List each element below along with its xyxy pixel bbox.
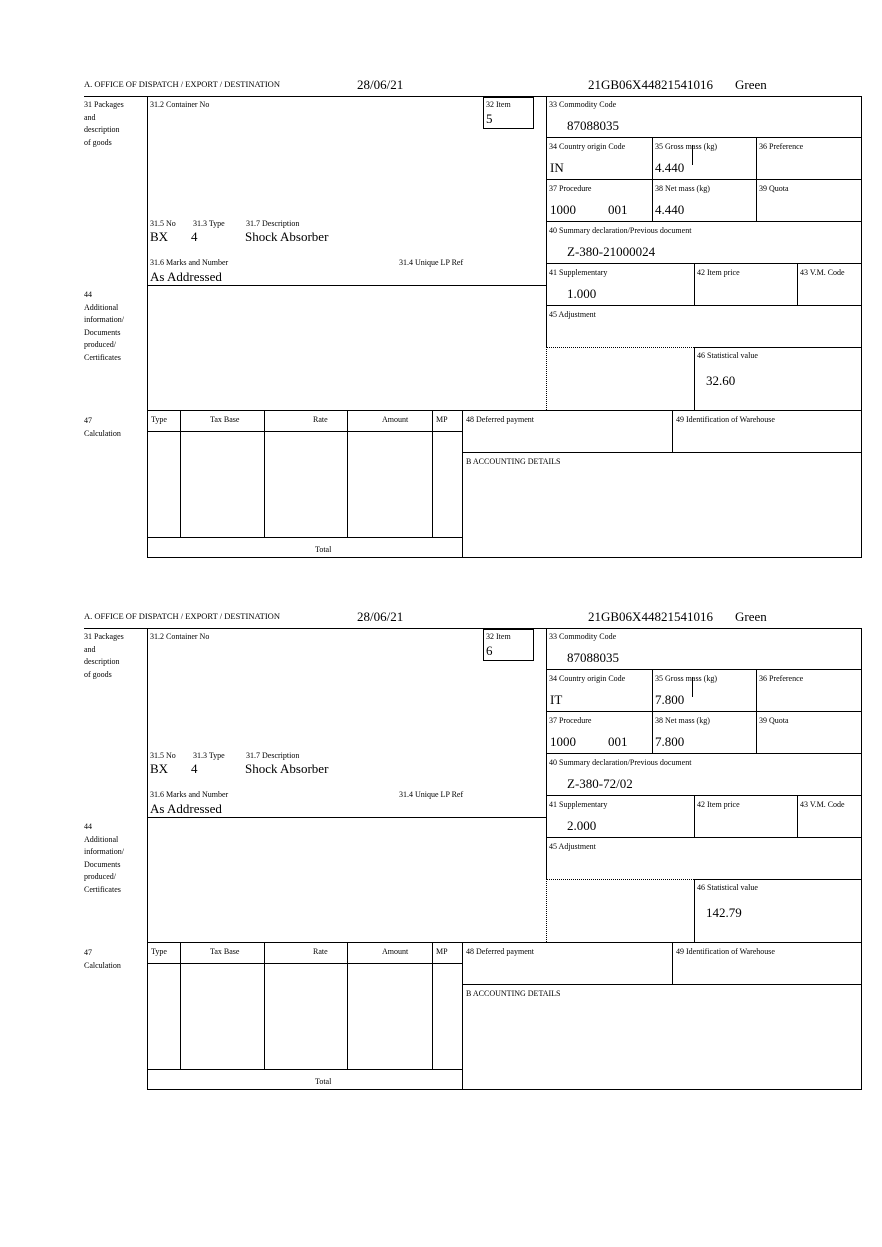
net-mass-label: 38 Net mass (kg) [655,716,710,725]
supplementary-label: 41 Supplementary [549,268,608,277]
gross-mass-label: 35 Gross mass (kg) [655,142,717,151]
accounting-label: B ACCOUNTING DETAILS [466,457,561,466]
box47-label: 47 Calculation [84,416,121,438]
procedure-value-a: 1000 [550,202,576,217]
gross-mass-label: 35 Gross mass (kg) [655,674,717,683]
item-label: 32 Item [486,632,511,641]
declaration-form-item-6 [0,532,882,1086]
type-label: 31.3 Type [193,219,225,228]
no-label: 31.5 No [150,219,176,228]
deferred-payment-label: 48 Deferred payment [466,415,534,424]
procedure-value-a: 1000 [550,734,576,749]
country-origin-label: 34 Country origin Code [549,142,626,151]
adjustment-label: 45 Adjustment [549,310,596,319]
commodity-code-label: 33 Commodity Code [549,632,617,641]
country-origin-value: IT [550,692,563,707]
vm-code-label: 43 V.M. Code [800,800,845,809]
box44-label: 44 Additional information/ Documents produced/ Certificates [84,290,124,362]
calc-amount-header: Amount [382,947,409,956]
warehouse-label: 49 Identification of Warehouse [676,415,775,424]
vm-code-label: 43 V.M. Code [800,268,845,277]
supplementary-value: 2.000 [567,818,597,833]
procedure-label: 37 Procedure [549,184,592,193]
declaration-reference: 21GB06X44821541016 [588,609,713,624]
calc-mp-header: MP [436,415,448,424]
calc-rate-header: Rate [313,947,328,956]
description-label: 31.7 Description [246,219,300,228]
total-label: Total [315,545,332,554]
gross-mass-value: 7.800 [655,692,685,707]
description-label: 31.7 Description [246,751,300,760]
quota-label: 39 Quota [759,716,789,725]
office-header: A. OFFICE OF DISPATCH / EXPORT / DESTINATION [84,79,280,89]
statistical-value: 32.60 [706,373,736,388]
supplementary-label: 41 Supplementary [549,800,608,809]
net-mass-label: 38 Net mass (kg) [655,184,710,193]
statistical-value: 142.79 [706,905,742,920]
total-label: Total [315,1077,332,1086]
gross-mass-value: 4.440 [655,160,685,175]
item-label: 32 Item [486,100,511,109]
route-status: Green [735,77,767,92]
summary-decl-value: Z-380-72/02 [567,776,633,791]
commodity-code-value: 87088035 [567,118,619,133]
country-origin-label: 34 Country origin Code [549,674,626,683]
no-value: BX [150,761,169,776]
calc-tax-base-header: Tax Base [210,415,240,424]
preference-label: 36 Preference [759,674,804,683]
box44-label: 44 Additional information/ Documents produced/ Certificates [84,822,124,894]
declaration-reference: 21GB06X44821541016 [588,77,713,92]
declaration-date: 28/06/21 [357,77,404,92]
unique-lp-label: 31.4 Unique LP Ref [399,258,464,267]
commodity-code-value: 87088035 [567,650,619,665]
description-value: Shock Absorber [245,229,329,244]
office-header: A. OFFICE OF DISPATCH / EXPORT / DESTINATION [84,611,280,621]
net-mass-value: 7.800 [655,734,685,749]
marks-value: As Addressed [150,801,222,816]
box31-label: 31 Packages and description of goods [84,632,124,679]
statistical-value-label: 46 Statistical value [697,883,758,892]
item-price-label: 42 Item price [697,800,740,809]
no-label: 31.5 No [150,751,176,760]
description-value: Shock Absorber [245,761,329,776]
declaration-date: 28/06/21 [357,609,404,624]
marks-value: As Addressed [150,269,222,284]
type-value: 4 [191,761,198,776]
procedure-label: 37 Procedure [549,716,592,725]
supplementary-value: 1.000 [567,286,597,301]
item-price-label: 42 Item price [697,268,740,277]
box47-label: 47 Calculation [84,948,121,970]
calc-type-header: Type [151,947,167,956]
summary-decl-value: Z-380-21000024 [567,244,656,259]
calc-type-header: Type [151,415,167,424]
marks-label: 31.6 Marks and Number [150,258,229,267]
preference-label: 36 Preference [759,142,804,151]
container-no-label: 31.2 Container No [150,100,210,109]
quota-label: 39 Quota [759,184,789,193]
procedure-value-b: 001 [608,202,628,217]
statistical-value-label: 46 Statistical value [697,351,758,360]
country-origin-value: IN [550,160,564,175]
declaration-form-item-5 [0,0,882,554]
type-value: 4 [191,229,198,244]
marks-label: 31.6 Marks and Number [150,790,229,799]
type-label: 31.3 Type [193,751,225,760]
accounting-label: B ACCOUNTING DETAILS [466,989,561,998]
calc-tax-base-header: Tax Base [210,947,240,956]
route-status: Green [735,609,767,624]
item-value: 6 [486,643,493,658]
summary-decl-label: 40 Summary declaration/Previous document [549,226,692,235]
deferred-payment-label: 48 Deferred payment [466,947,534,956]
procedure-value-b: 001 [608,734,628,749]
calc-mp-header: MP [436,947,448,956]
summary-decl-label: 40 Summary declaration/Previous document [549,758,692,767]
calc-rate-header: Rate [313,415,328,424]
container-no-label: 31.2 Container No [150,632,210,641]
net-mass-value: 4.440 [655,202,685,217]
warehouse-label: 49 Identification of Warehouse [676,947,775,956]
commodity-code-label: 33 Commodity Code [549,100,617,109]
calc-amount-header: Amount [382,415,409,424]
item-value: 5 [486,111,493,126]
no-value: BX [150,229,169,244]
unique-lp-label: 31.4 Unique LP Ref [399,790,464,799]
adjustment-label: 45 Adjustment [549,842,596,851]
box31-label: 31 Packages and description of goods [84,100,124,147]
